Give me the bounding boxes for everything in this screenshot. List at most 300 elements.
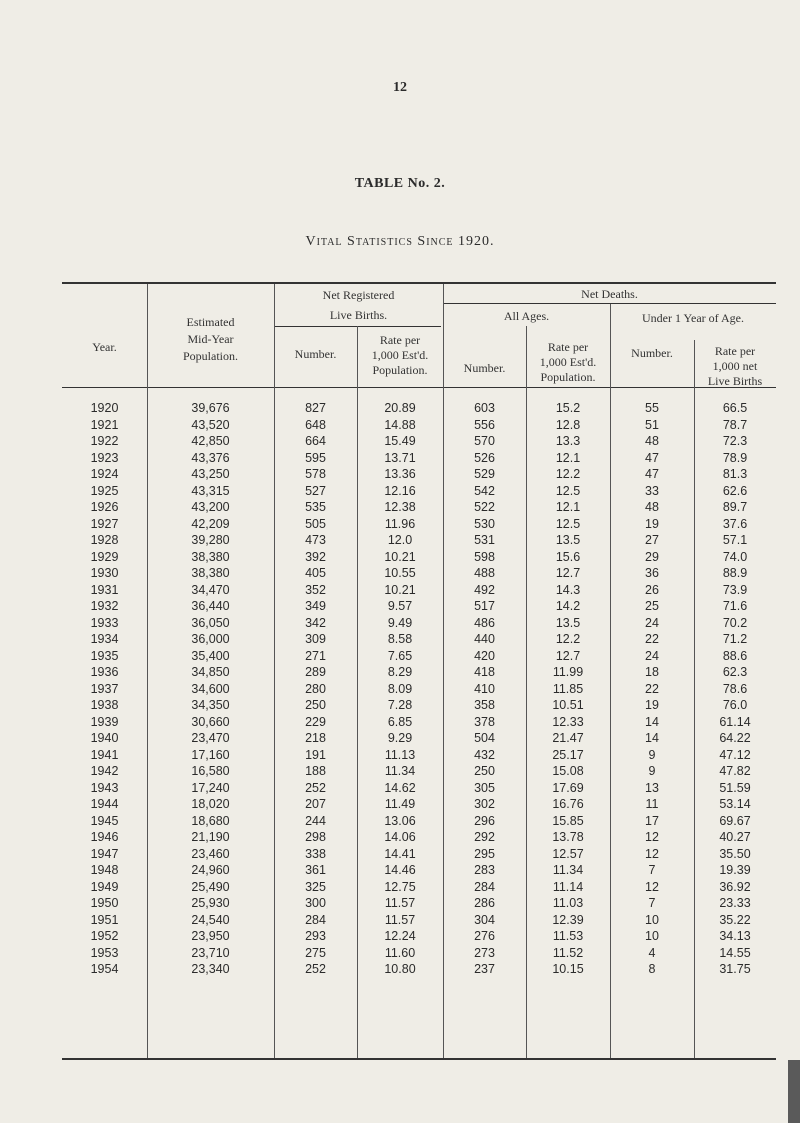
header-line: Population. bbox=[540, 370, 596, 384]
deaths-number-cell: 410 bbox=[474, 681, 495, 696]
deaths-rate-cell: 13.5 bbox=[555, 533, 581, 548]
deaths-rate-cell: 17.69 bbox=[552, 780, 584, 795]
deaths-number-cell: 529 bbox=[474, 467, 495, 482]
population-cell: 34,600 bbox=[191, 681, 230, 696]
infant-rate-cell: 53.14 bbox=[719, 797, 751, 812]
births-number-cell: 405 bbox=[305, 566, 326, 581]
deaths-rate-cell: 12.5 bbox=[555, 516, 581, 531]
header-line: Live Births. bbox=[329, 308, 388, 322]
table-row bbox=[62, 730, 776, 747]
table-row bbox=[62, 483, 776, 500]
infant-rate-cell: 89.7 bbox=[722, 500, 748, 515]
infant-number-cell: 14 bbox=[645, 731, 659, 746]
births-rate-cell: 13.36 bbox=[384, 467, 416, 482]
population-cell: 38,380 bbox=[191, 566, 230, 581]
year-cell: 1935 bbox=[90, 648, 119, 663]
deaths-rate-cell: 10.51 bbox=[552, 698, 584, 713]
births-rate-cell: 6.85 bbox=[387, 714, 413, 729]
infant-number-cell: 7 bbox=[648, 863, 656, 878]
year-cell: 1934 bbox=[90, 632, 119, 647]
births-rate-cell: 13.71 bbox=[384, 450, 416, 465]
births-rate-cell: 14.06 bbox=[384, 830, 416, 845]
deaths-rate-cell: 12.39 bbox=[552, 912, 584, 927]
births-rate-cell: 12.75 bbox=[384, 879, 416, 894]
births-rate-cell: 12.0 bbox=[387, 533, 413, 548]
births-rate-cell: 11.57 bbox=[384, 896, 416, 911]
header-population bbox=[147, 315, 274, 364]
table-row bbox=[62, 582, 776, 599]
year-cell: 1938 bbox=[90, 698, 119, 713]
deaths-rate-cell: 12.1 bbox=[555, 450, 581, 465]
births-number-cell: 535 bbox=[305, 500, 326, 515]
page-edge-shadow bbox=[788, 1060, 800, 1123]
births-rate-cell: 13.06 bbox=[384, 813, 416, 828]
population-cell: 23,340 bbox=[191, 962, 230, 977]
bottom-rule bbox=[62, 1058, 776, 1060]
population-cell: 30,660 bbox=[191, 714, 230, 729]
infant-number-cell: 24 bbox=[645, 615, 659, 630]
infant-rate-cell: 47.82 bbox=[719, 764, 751, 779]
page-number: 12 bbox=[393, 80, 407, 95]
deaths-rate-cell: 15.2 bbox=[555, 401, 581, 416]
births-number-cell: 244 bbox=[305, 813, 326, 828]
infant-rate-cell: 57.1 bbox=[722, 533, 748, 548]
deaths-rate-cell: 11.34 bbox=[552, 863, 584, 878]
year-cell: 1946 bbox=[90, 830, 119, 845]
infant-number-cell: 24 bbox=[645, 648, 659, 663]
deaths-number-cell: 292 bbox=[474, 830, 495, 845]
year-cell: 1943 bbox=[90, 780, 119, 795]
year-cell: 1952 bbox=[90, 929, 119, 944]
deaths-number-cell: 517 bbox=[474, 599, 495, 614]
header-births-rate bbox=[357, 333, 443, 378]
births-number-cell: 527 bbox=[305, 483, 326, 498]
births-rate-cell: 20.89 bbox=[384, 401, 416, 416]
births-rate-cell: 10.80 bbox=[384, 962, 416, 977]
deaths-number-cell: 522 bbox=[474, 500, 495, 515]
year-cell: 1926 bbox=[90, 500, 119, 515]
deaths-rate-cell: 14.3 bbox=[555, 582, 581, 597]
table-row bbox=[62, 697, 776, 714]
table-row bbox=[62, 433, 776, 450]
population-cell: 43,315 bbox=[191, 483, 230, 498]
deaths-number-cell: 526 bbox=[474, 450, 495, 465]
deaths-number-cell: 418 bbox=[474, 665, 495, 680]
births-rate-cell: 11.60 bbox=[384, 945, 416, 960]
deaths-rate-cell: 13.5 bbox=[555, 615, 581, 630]
population-cell: 43,376 bbox=[191, 450, 230, 465]
deaths-number-cell: 556 bbox=[474, 417, 495, 432]
infant-rate-cell: 61.14 bbox=[719, 714, 751, 729]
table-row bbox=[62, 664, 776, 681]
deaths-number-cell: 276 bbox=[474, 929, 495, 944]
deaths-rate-cell: 11.03 bbox=[552, 896, 584, 911]
births-number-cell: 207 bbox=[305, 797, 326, 812]
header-infant-number: Number. bbox=[631, 346, 673, 360]
deaths-rate-cell: 25.17 bbox=[552, 747, 584, 762]
header-net-deaths: Net Deaths. bbox=[581, 287, 638, 301]
deaths-rate-cell: 11.99 bbox=[552, 665, 584, 680]
population-cell: 35,400 bbox=[191, 648, 230, 663]
header-line: Estimated bbox=[186, 315, 235, 329]
infant-number-cell: 22 bbox=[645, 681, 659, 696]
population-cell: 25,490 bbox=[191, 879, 230, 894]
infant-number-cell: 18 bbox=[645, 665, 659, 680]
deaths-rate-cell: 13.3 bbox=[555, 434, 581, 449]
deaths-rate-cell: 11.14 bbox=[552, 879, 584, 894]
deaths-rate-cell: 14.2 bbox=[555, 599, 581, 614]
year-cell: 1932 bbox=[90, 599, 119, 614]
births-number-cell: 342 bbox=[305, 615, 326, 630]
infant-rate-cell: 74.0 bbox=[722, 549, 748, 564]
header-line: Population. bbox=[372, 363, 428, 377]
vital-statistics-table bbox=[62, 400, 776, 978]
deaths-number-cell: 304 bbox=[474, 912, 495, 927]
population-cell: 38,380 bbox=[191, 549, 230, 564]
deaths-number-cell: 302 bbox=[474, 797, 495, 812]
population-cell: 39,676 bbox=[191, 401, 230, 416]
population-cell: 21,190 bbox=[191, 830, 230, 845]
infant-rate-cell: 40.27 bbox=[719, 830, 751, 845]
population-cell: 23,460 bbox=[191, 846, 230, 861]
table-row bbox=[62, 417, 776, 434]
table-row bbox=[62, 796, 776, 813]
infant-rate-cell: 69.67 bbox=[719, 813, 751, 828]
table-row bbox=[62, 912, 776, 929]
infant-number-cell: 55 bbox=[645, 401, 659, 416]
infant-rate-cell: 35.50 bbox=[719, 846, 751, 861]
table-row bbox=[62, 598, 776, 615]
infant-number-cell: 12 bbox=[645, 830, 659, 845]
births-number-cell: 349 bbox=[305, 599, 326, 614]
population-cell: 36,000 bbox=[191, 632, 230, 647]
year-cell: 1954 bbox=[90, 962, 119, 977]
births-number-cell: 505 bbox=[305, 516, 326, 531]
table-row bbox=[62, 549, 776, 566]
infant-rate-cell: 34.13 bbox=[719, 929, 751, 944]
deaths-number-cell: 570 bbox=[474, 434, 495, 449]
births-number-cell: 361 bbox=[305, 863, 326, 878]
births-rate-cell: 12.38 bbox=[384, 500, 416, 515]
infant-rate-cell: 19.39 bbox=[719, 863, 751, 878]
deaths-number-cell: 531 bbox=[474, 533, 495, 548]
table-row bbox=[62, 466, 776, 483]
population-cell: 43,250 bbox=[191, 467, 230, 482]
infant-number-cell: 47 bbox=[645, 450, 659, 465]
top-rule bbox=[62, 282, 776, 284]
infant-rate-cell: 81.3 bbox=[722, 467, 748, 482]
infant-number-cell: 14 bbox=[645, 714, 659, 729]
deaths-rate-cell: 12.8 bbox=[555, 417, 581, 432]
header-deaths-rate bbox=[526, 340, 610, 385]
infant-number-cell: 51 bbox=[645, 417, 659, 432]
infant-rate-cell: 62.6 bbox=[722, 483, 748, 498]
table-row bbox=[62, 846, 776, 863]
deaths-rate-cell: 13.78 bbox=[552, 830, 584, 845]
year-cell: 1930 bbox=[90, 566, 119, 581]
population-cell: 34,350 bbox=[191, 698, 230, 713]
births-number-cell: 252 bbox=[305, 780, 326, 795]
table-row bbox=[62, 928, 776, 945]
deaths-number-cell: 250 bbox=[474, 764, 495, 779]
deaths-rate-cell: 12.33 bbox=[552, 714, 584, 729]
infant-rate-cell: 23.33 bbox=[719, 896, 751, 911]
infant-rate-cell: 78.7 bbox=[722, 417, 748, 432]
infant-number-cell: 13 bbox=[645, 780, 659, 795]
infant-rate-cell: 14.55 bbox=[719, 945, 751, 960]
header-live-births bbox=[274, 288, 443, 323]
year-cell: 1950 bbox=[90, 896, 119, 911]
year-cell: 1921 bbox=[90, 417, 119, 432]
table-row bbox=[62, 895, 776, 912]
header-infant-rate bbox=[694, 344, 776, 389]
table-row bbox=[62, 648, 776, 665]
deaths-rate-cell: 10.15 bbox=[552, 962, 584, 977]
population-cell: 42,209 bbox=[191, 516, 230, 531]
table-row bbox=[62, 532, 776, 549]
births-rate-cell: 12.16 bbox=[384, 483, 416, 498]
deaths-rate-cell: 15.85 bbox=[552, 813, 584, 828]
deaths-number-cell: 286 bbox=[474, 896, 495, 911]
births-number-cell: 191 bbox=[305, 747, 326, 762]
deaths-rate-cell: 12.2 bbox=[555, 467, 581, 482]
deaths-number-cell: 432 bbox=[474, 747, 495, 762]
table-row bbox=[62, 747, 776, 764]
births-number-cell: 298 bbox=[305, 830, 326, 845]
infant-rate-cell: 70.2 bbox=[722, 615, 748, 630]
infant-rate-cell: 37.6 bbox=[722, 516, 748, 531]
births-number-cell: 392 bbox=[305, 549, 326, 564]
population-cell: 17,160 bbox=[191, 747, 230, 762]
population-cell: 24,540 bbox=[191, 912, 230, 927]
infant-number-cell: 12 bbox=[645, 846, 659, 861]
header-line: Live Births bbox=[707, 374, 763, 388]
infant-number-cell: 19 bbox=[645, 516, 659, 531]
table-row bbox=[62, 450, 776, 467]
births-number-cell: 284 bbox=[305, 912, 326, 927]
deaths-rate-cell: 11.85 bbox=[552, 681, 584, 696]
table-row bbox=[62, 565, 776, 582]
births-rate-cell: 7.65 bbox=[387, 648, 413, 663]
population-cell: 42,850 bbox=[191, 434, 230, 449]
infant-rate-cell: 31.75 bbox=[719, 962, 751, 977]
table-row bbox=[62, 499, 776, 516]
deaths-number-cell: 305 bbox=[474, 780, 495, 795]
population-cell: 23,950 bbox=[191, 929, 230, 944]
header-line: Mid-Year bbox=[187, 332, 234, 346]
infant-rate-cell: 71.2 bbox=[722, 632, 748, 647]
births-rate-cell: 9.49 bbox=[387, 615, 413, 630]
deaths-rate-cell: 12.5 bbox=[555, 483, 581, 498]
year-cell: 1951 bbox=[90, 912, 119, 927]
infant-number-cell: 7 bbox=[648, 896, 656, 911]
year-cell: 1945 bbox=[90, 813, 119, 828]
year-cell: 1924 bbox=[90, 467, 119, 482]
header-line: 1,000 net bbox=[712, 359, 758, 373]
deaths-rate-cell: 11.53 bbox=[552, 929, 584, 944]
header-line: Population. bbox=[182, 349, 238, 363]
infant-number-cell: 11 bbox=[645, 797, 659, 812]
deaths-number-cell: 378 bbox=[474, 714, 495, 729]
population-cell: 18,020 bbox=[191, 797, 230, 812]
year-cell: 1927 bbox=[90, 516, 119, 531]
births-number-cell: 300 bbox=[305, 896, 326, 911]
births-rate-cell: 14.62 bbox=[384, 780, 416, 795]
births-number-cell: 325 bbox=[305, 879, 326, 894]
births-rate-cell: 10.21 bbox=[384, 582, 416, 597]
header-line: Net Registered bbox=[322, 288, 395, 302]
deaths-number-cell: 273 bbox=[474, 945, 495, 960]
population-cell: 23,470 bbox=[191, 731, 230, 746]
infant-number-cell: 9 bbox=[648, 764, 656, 779]
deaths-rate-cell: 21.47 bbox=[552, 731, 584, 746]
table-row bbox=[62, 862, 776, 879]
deaths-rate-cell: 12.7 bbox=[555, 566, 581, 581]
births-rate-cell: 12.24 bbox=[384, 929, 416, 944]
infant-number-cell: 47 bbox=[645, 467, 659, 482]
infant-number-cell: 22 bbox=[645, 632, 659, 647]
year-cell: 1941 bbox=[90, 747, 119, 762]
births-number-cell: 309 bbox=[305, 632, 326, 647]
deaths-number-cell: 542 bbox=[474, 483, 495, 498]
infant-number-cell: 29 bbox=[645, 549, 659, 564]
births-number-cell: 188 bbox=[305, 764, 326, 779]
births-number-cell: 289 bbox=[305, 665, 326, 680]
births-number-cell: 280 bbox=[305, 681, 326, 696]
year-cell: 1939 bbox=[90, 714, 119, 729]
births-number-cell: 595 bbox=[305, 450, 326, 465]
infant-number-cell: 26 bbox=[645, 582, 659, 597]
table-row bbox=[62, 714, 776, 731]
infant-number-cell: 25 bbox=[645, 599, 659, 614]
infant-rate-cell: 62.3 bbox=[722, 665, 748, 680]
population-cell: 36,050 bbox=[191, 615, 230, 630]
infant-rate-cell: 73.9 bbox=[722, 582, 748, 597]
births-rate-cell: 7.28 bbox=[387, 698, 413, 713]
table-row bbox=[62, 400, 776, 417]
births-number-cell: 578 bbox=[305, 467, 326, 482]
births-number-cell: 473 bbox=[305, 533, 326, 548]
year-cell: 1944 bbox=[90, 797, 119, 812]
deaths-rate-cell: 15.08 bbox=[552, 764, 584, 779]
year-cell: 1948 bbox=[90, 863, 119, 878]
year-cell: 1936 bbox=[90, 665, 119, 680]
deaths-number-cell: 492 bbox=[474, 582, 495, 597]
births-rate-cell: 14.41 bbox=[384, 846, 416, 861]
year-cell: 1953 bbox=[90, 945, 119, 960]
year-cell: 1940 bbox=[90, 731, 119, 746]
deaths-number-cell: 358 bbox=[474, 698, 495, 713]
table-row bbox=[62, 945, 776, 962]
population-cell: 34,850 bbox=[191, 665, 230, 680]
header-line: 1,000 Est'd. bbox=[539, 355, 597, 369]
births-rate-cell: 10.55 bbox=[384, 566, 416, 581]
header-line: Rate per bbox=[379, 333, 421, 347]
deaths-number-cell: 237 bbox=[474, 962, 495, 977]
deaths-number-cell: 530 bbox=[474, 516, 495, 531]
births-number-cell: 271 bbox=[305, 648, 326, 663]
births-rate-cell: 11.34 bbox=[384, 764, 416, 779]
deaths-number-cell: 504 bbox=[474, 731, 495, 746]
population-cell: 25,930 bbox=[191, 896, 230, 911]
infant-number-cell: 10 bbox=[645, 912, 659, 927]
header-bottom-rule bbox=[62, 387, 776, 388]
births-number-cell: 250 bbox=[305, 698, 326, 713]
year-cell: 1937 bbox=[90, 681, 119, 696]
year-cell: 1947 bbox=[90, 846, 119, 861]
infant-number-cell: 36 bbox=[645, 566, 659, 581]
header-all-ages: All Ages. bbox=[503, 309, 550, 323]
infant-number-cell: 48 bbox=[645, 434, 659, 449]
header-deaths-number: Number. bbox=[463, 361, 506, 375]
infant-number-cell: 10 bbox=[645, 929, 659, 944]
infant-number-cell: 19 bbox=[645, 698, 659, 713]
births-number-cell: 352 bbox=[305, 582, 326, 597]
infant-rate-cell: 35.22 bbox=[719, 912, 751, 927]
population-cell: 36,440 bbox=[191, 599, 230, 614]
infant-rate-cell: 88.9 bbox=[722, 566, 748, 581]
infant-number-cell: 9 bbox=[648, 747, 656, 762]
births-number-cell: 218 bbox=[305, 731, 326, 746]
deaths-rate-cell: 12.7 bbox=[555, 648, 581, 663]
births-number-cell: 338 bbox=[305, 846, 326, 861]
year-cell: 1923 bbox=[90, 450, 119, 465]
deaths-rate-cell: 11.52 bbox=[552, 945, 584, 960]
population-cell: 24,960 bbox=[191, 863, 230, 878]
table-row bbox=[62, 681, 776, 698]
infant-rate-cell: 71.6 bbox=[722, 599, 748, 614]
births-number-cell: 648 bbox=[305, 417, 326, 432]
population-cell: 16,580 bbox=[191, 764, 230, 779]
header-line: Rate per bbox=[714, 344, 756, 358]
births-number-cell: 827 bbox=[305, 401, 326, 416]
deaths-number-cell: 295 bbox=[474, 846, 495, 861]
table-row bbox=[62, 763, 776, 780]
population-cell: 39,280 bbox=[191, 533, 230, 548]
table-row bbox=[62, 829, 776, 846]
table-title: TABLE No. 2. bbox=[354, 176, 446, 191]
infant-number-cell: 12 bbox=[645, 879, 659, 894]
births-number-cell: 275 bbox=[305, 945, 326, 960]
births-rate-cell: 11.96 bbox=[384, 516, 416, 531]
year-cell: 1928 bbox=[90, 533, 119, 548]
year-cell: 1920 bbox=[90, 401, 119, 416]
table-row bbox=[62, 961, 776, 978]
deaths-number-cell: 598 bbox=[474, 549, 495, 564]
births-number-cell: 664 bbox=[305, 434, 326, 449]
year-cell: 1949 bbox=[90, 879, 119, 894]
table-row bbox=[62, 615, 776, 632]
births-rate-cell: 14.46 bbox=[384, 863, 416, 878]
infant-rate-cell: 47.12 bbox=[719, 747, 751, 762]
deaths-rate-cell: 15.6 bbox=[555, 549, 581, 564]
header-under-1: Under 1 Year of Age. bbox=[642, 311, 744, 325]
deaths-number-cell: 486 bbox=[474, 615, 495, 630]
births-rate-cell: 9.57 bbox=[387, 599, 413, 614]
births-rate-cell: 8.29 bbox=[387, 665, 413, 680]
infant-rate-cell: 36.92 bbox=[719, 879, 751, 894]
infant-number-cell: 17 bbox=[645, 813, 659, 828]
deaths-number-cell: 296 bbox=[474, 813, 495, 828]
header-births-number: Number. bbox=[294, 347, 337, 361]
population-cell: 18,680 bbox=[191, 813, 230, 828]
year-cell: 1925 bbox=[90, 483, 119, 498]
year-cell: 1929 bbox=[90, 549, 119, 564]
births-rate-cell: 10.21 bbox=[384, 549, 416, 564]
deaths-number-cell: 284 bbox=[474, 879, 495, 894]
births-rate-cell: 14.88 bbox=[384, 417, 416, 432]
population-cell: 43,520 bbox=[191, 417, 230, 432]
